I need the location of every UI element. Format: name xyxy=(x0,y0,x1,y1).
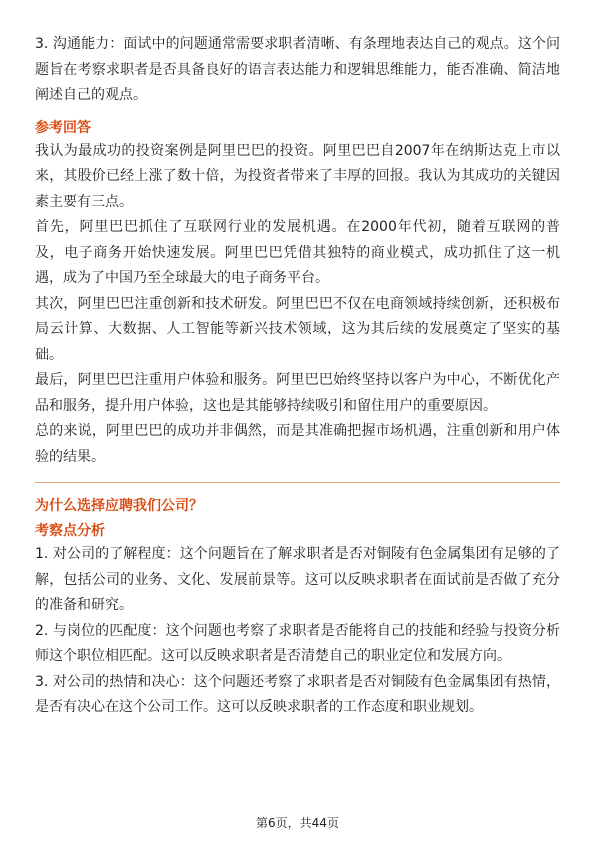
answer-paragraph: 其次，阿里巴巴注重创新和技术研发。阿里巴巴不仅在电商领域持续创新，还积极布局云计算、大数据、人工智能等新兴技术领域，这为其后续的发展奠定了坚实的基础。 xyxy=(35,295,560,363)
analysis-item-communication: 3. 沟通能力：面试中的问题通常需要求职者清晰、有条理地表达自己的观点。这个问题旨在考察求职者是否具备良好的语言表达能力和逻辑思维能力，能否准确、简洁地阐述自己的观点。 xyxy=(35,36,560,103)
analysis-heading: 考察点分析 xyxy=(35,523,105,539)
analysis-item: 3. 对公司的热情和决心：这个问题还考察了求职者是否对铜陵有色金属集团有热情，是否有决心在这个公司工作。这可以反映求职者的工作态度和职业规划。 xyxy=(35,673,560,715)
analysis-item: 1. 对公司的了解程度：这个问题旨在了解求职者是否对铜陵有色金属集团有足够的了解，包括公司的业务、文化、发展前景等。这可以反映求职者在面试前是否做了充分的准备和研究。 xyxy=(35,546,560,613)
answer-paragraph: 总的来说，阿里巴巴的成功并非偶然，而是其准确把握市场机遇，注重创新和用户体验的结果。 xyxy=(35,423,560,465)
page-number: 第6页，共44页 xyxy=(256,816,339,830)
analysis-item: 2. 与岗位的匹配度：这个问题也考察了求职者是否能将自己的技能和经验与投资分析师这个职位相匹配。这可以反映求职者是否清楚自己的职业定位和发展方向。 xyxy=(35,622,560,664)
answer-paragraph: 最后，阿里巴巴注重用户体验和服务。阿里巴巴始终坚持以客户为中心，不断优化产品和服务，提升用户体验，这也是其能够持续吸引和留住用户的重要原因。 xyxy=(35,372,560,414)
section-divider xyxy=(35,482,560,483)
reference-answer-heading: 参考回答 xyxy=(35,119,91,136)
document-page xyxy=(35,32,560,721)
question-heading: 为什么选择应聘我们公司？ xyxy=(35,498,203,514)
answer-paragraph: 首先，阿里巴巴抓住了互联网行业的发展机遇。在2000年代初，随着互联网的普及，电子商务开始快速发展。阿里巴巴凭借其独特的商业模式，成功抓住了这一机遇，成为了中国乃至全球最大的电子商务平台。 xyxy=(35,219,560,286)
answer-paragraph: 我认为最成功的投资案例是阿里巴巴的投资。阿里巴巴自2007年在纳斯达克上市以来，其股价已经上涨了数十倍，为投资者带来了丰厚的回报。我认为其成功的关键因素主要有三点。 xyxy=(35,142,560,210)
